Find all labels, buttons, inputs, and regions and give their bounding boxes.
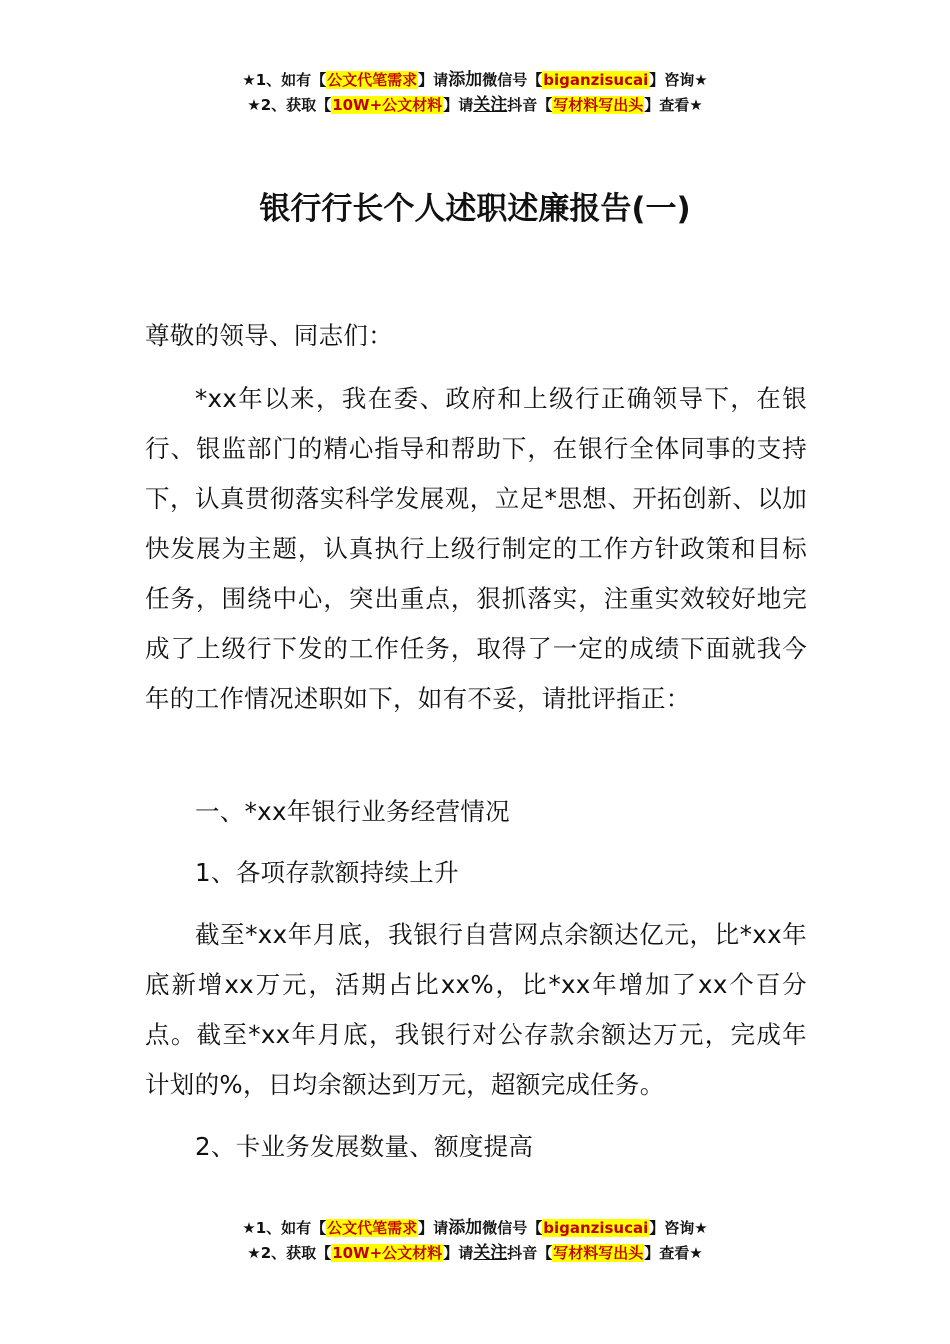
highlight-writing-service: 公文代笔需求 (327, 1219, 418, 1237)
highlight-douyin-account: 写材料写出头 (553, 1244, 644, 1262)
section-heading-1: 一、*xx年银行业务经营情况 (195, 797, 510, 826)
highlight-douyin-account: 写材料写出头 (553, 96, 644, 114)
paragraph-deposits: 截至*xx年月底，我银行自营网点余额达亿元，比*xx年底新增xx万元，活期占比xx%，比*xx年增加了xx个百分点。截至*xx年月底，我银行对公存款余额达万元，完成年计划的%，日均余额达到万元，超额完成任务。 (145, 920, 807, 1099)
highlight-writing-service: 公文代笔需求 (327, 71, 418, 89)
subsection-heading-2: 2、卡业务发展数量、额度提高 (195, 1132, 534, 1161)
promo-line-2: ★2、获取【10W+公文材料】请关注抖音【写材料写出头】查看★ (247, 95, 703, 115)
document-title: 银行行长个人述职述廉报告(一) (259, 191, 691, 227)
paragraph-intro: *xx年以来，我在委、政府和上级行正确领导下，在银行、银监部门的精心指导和帮助下，在银行全体同事的支持下，认真贯彻落实科学发展观，立足*思想、开拓创新、以加快发展为主题，认真执行上级行制定的工作方针政策和目标任务，围绕中心，突出重点，狠抓落实，注重实效较好地完成了上级行下发的工作任务，取得了一定的成绩下面就我今年的工作情况述职如下，如有不妥，请批评指正： (145, 384, 807, 713)
salutation: 尊敬的领导、同志们： (145, 321, 393, 350)
promo-line-1: ★1、如有【公文代笔需求】请添加微信号【biganzisucai】咨询★ (242, 70, 708, 90)
highlight-materials: 10W+公文材料 (332, 96, 443, 114)
promo-banner-bottom (0, 1216, 950, 1266)
highlight-wechat-id: biganzisucai (543, 71, 649, 89)
promo-line-1: ★1、如有【公文代笔需求】请添加微信号【biganzisucai】咨询★ (242, 1218, 708, 1238)
promo-line-2: ★2、获取【10W+公文材料】请关注抖音【写材料写出头】查看★ (247, 1243, 703, 1263)
highlight-wechat-id: biganzisucai (543, 1219, 649, 1237)
subsection-heading-1: 1、各项存款额持续上升 (195, 858, 459, 887)
promo-banner-top (0, 68, 950, 118)
highlight-materials: 10W+公文材料 (332, 1244, 443, 1262)
